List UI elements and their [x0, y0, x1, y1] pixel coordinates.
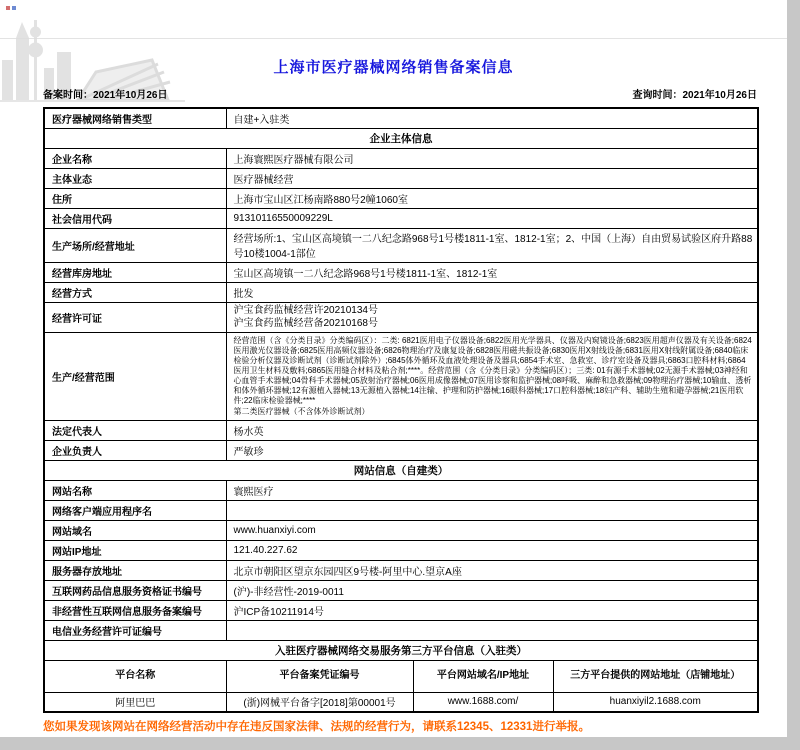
- field-value: 严敏珍: [226, 440, 758, 460]
- row-icp-filing: [44, 600, 758, 620]
- platform-cert-no: (浙)网械平台备字[2018]第00001号: [226, 692, 413, 712]
- field-value: [226, 302, 758, 332]
- field-label: 服务器存放地址: [44, 560, 226, 580]
- field-value: 宝山区高境镇一二八纪念路968号1号楼1811-1室、1812-1室: [226, 262, 758, 282]
- field-value: www.huanxiyi.com: [226, 520, 758, 540]
- row-sale-type: [44, 108, 758, 128]
- license-number-2: 沪宝食药监械经营备20210168号: [233, 318, 378, 329]
- row-website-domain: [44, 520, 758, 540]
- row-production-address: [44, 228, 758, 262]
- row-website-ip: [44, 540, 758, 560]
- row-app-name: [44, 500, 758, 520]
- field-value: 经营场所:1、宝山区高境镇一二八纪念路968号1号楼1811-1室、1812-1室；2、中国（上海）自由贸易试验区府升路88号10楼1004-1部位: [226, 228, 758, 262]
- field-value: [226, 620, 758, 640]
- field-label: 社会信用代码: [44, 208, 226, 228]
- platform-domain: www.1688.com/: [413, 692, 553, 712]
- field-value: 北京市朝阳区望京东园四区9号楼-阿里中心.望京A座: [226, 560, 758, 580]
- row-business-mode: [44, 282, 758, 302]
- field-label: 网站IP地址: [44, 540, 226, 560]
- report-warning-text: 您如果发现该网站在网络经营活动中存在违反国家法律、法规的经营行为，请联系12345、12331进行举报。: [43, 721, 590, 733]
- field-value: 寰熙医疗: [226, 480, 758, 500]
- row-business-type: [44, 168, 758, 188]
- field-label: 互联网药品信息服务资格证书编号: [44, 580, 226, 600]
- section-title: 企业主体信息: [44, 128, 758, 148]
- row-residence: [44, 188, 758, 208]
- row-telecom-license: [44, 620, 758, 640]
- platform-header-domain: 平台网站域名/IP地址: [413, 660, 553, 692]
- window-edge-bottom: [0, 737, 800, 750]
- field-label: 生产/经营范围: [44, 332, 226, 420]
- field-label: 经营许可证: [44, 302, 226, 332]
- platform-shop-url: huanxiyil2.1688.com: [553, 692, 758, 712]
- field-value: (沪)-非经营性-2019-0011: [226, 580, 758, 600]
- row-business-scope: [44, 332, 758, 420]
- row-business-license: [44, 302, 758, 332]
- platform-name: 阿里巴巴: [44, 692, 226, 712]
- page-title: 上海市医疗器械网络销售备案信息: [273, 59, 514, 76]
- platform-header-row: [44, 660, 758, 692]
- field-value: 杨水英: [226, 420, 758, 440]
- field-label: 电信业务经营许可证编号: [44, 620, 226, 640]
- scope-paragraph-1: 经营范围（含《分类目录》分类编码区）：二类: 6821医用电子仪器设备;6822医用光学器具、仪器及内窥镜设备;6823医用超声仪器及有关设备;6824医用激光仪器设备;6825医用高频仪器设备;6826物理治疗及康复设备;6828医用磁共振设备;6830医用X射线设备;6831医用X射线附属设备;6840临床检验分析仪器及诊断试剂（诊断试剂除外）;6845体外循环及血液处理设备及器具;6854手术室、急救室、诊疗室设备及器具;6863口腔科材料;6864医用卫生材料及敷料;6865医用缝合材料及粘合剂;****。经营范围（含《分类目录》分类编码区）；三类: 01有源手术器械;02无源手术器械;03神经和心血管手术器械;04骨科手术器械;05放射治疗器械;06医用成像器械;07医用诊察和监护器械;08呼吸、麻醉和急救器械;09物理治疗器械;10输血、透析和体外循环器械;12有源植入器械;13无源植入器械;14注输、护理和防护器械;16眼科器械;17口腔科器械;18妇产科、辅助生殖和避孕器械;21医用软件;22临床检验器械;****: [233, 335, 752, 405]
- row-credit-code: [44, 208, 758, 228]
- field-label: 网站域名: [44, 520, 226, 540]
- platform-header-name: 平台名称: [44, 660, 226, 692]
- field-label: 经营方式: [44, 282, 226, 302]
- platform-data-row: [44, 692, 758, 712]
- field-label: 网站名称: [44, 480, 226, 500]
- field-label: 经营库房地址: [44, 262, 226, 282]
- field-label: 法定代表人: [44, 420, 226, 440]
- field-label: 住所: [44, 188, 226, 208]
- field-label: 企业负责人: [44, 440, 226, 460]
- platform-header-shop: 三方平台提供的网站地址（店铺地址）: [553, 660, 758, 692]
- field-label: 企业名称: [44, 148, 226, 168]
- row-warehouse-address: [44, 262, 758, 282]
- platform-header-cert: 平台备案凭证编号: [226, 660, 413, 692]
- license-number-1: 沪宝食药监械经营许20210134号: [233, 305, 378, 316]
- field-value: [226, 500, 758, 520]
- field-value: 上海市宝山区江杨南路880号2幢1060室: [226, 188, 758, 208]
- row-legal-representative: [44, 420, 758, 440]
- field-label: 网络客户端应用程序名: [44, 500, 226, 520]
- row-company-name: [44, 148, 758, 168]
- registration-table: [43, 107, 759, 713]
- field-value: 91310116550009229L: [226, 208, 758, 228]
- field-label: 主体业态: [44, 168, 226, 188]
- time-row: [43, 86, 757, 101]
- section-title: 入驻医疗器械网络交易服务第三方平台信息（入驻类）: [44, 640, 758, 660]
- section-platform-info: [44, 640, 758, 660]
- section-enterprise-info: [44, 128, 758, 148]
- row-drug-info-cert: [44, 580, 758, 600]
- field-label: 生产场所/经营地址: [44, 228, 226, 262]
- window-edge-right: [787, 0, 800, 750]
- section-website-info: [44, 460, 758, 480]
- filing-time: 备案时间：2021年10月26日: [43, 90, 168, 101]
- field-label: 医疗器械网络销售类型: [44, 108, 226, 128]
- scope-paragraph-2: 第二类医疗器械（不含体外诊断试剂）: [233, 406, 370, 416]
- field-value: 医疗器械经营: [226, 168, 758, 188]
- row-website-name: [44, 480, 758, 500]
- section-title: 网站信息（自建类）: [44, 460, 758, 480]
- field-value: 自建+入驻类: [226, 108, 758, 128]
- field-value: 121.40.227.62: [226, 540, 758, 560]
- field-value: 沪ICP备10211914号: [226, 600, 758, 620]
- query-time: 查询时间：2021年10月26日: [632, 90, 757, 101]
- field-value: [226, 332, 758, 420]
- row-company-manager: [44, 440, 758, 460]
- row-server-address: [44, 560, 758, 580]
- field-value: 上海寰熙医疗器械有限公司: [226, 148, 758, 168]
- field-label: 非经营性互联网信息服务备案编号: [44, 600, 226, 620]
- field-value: 批发: [226, 282, 758, 302]
